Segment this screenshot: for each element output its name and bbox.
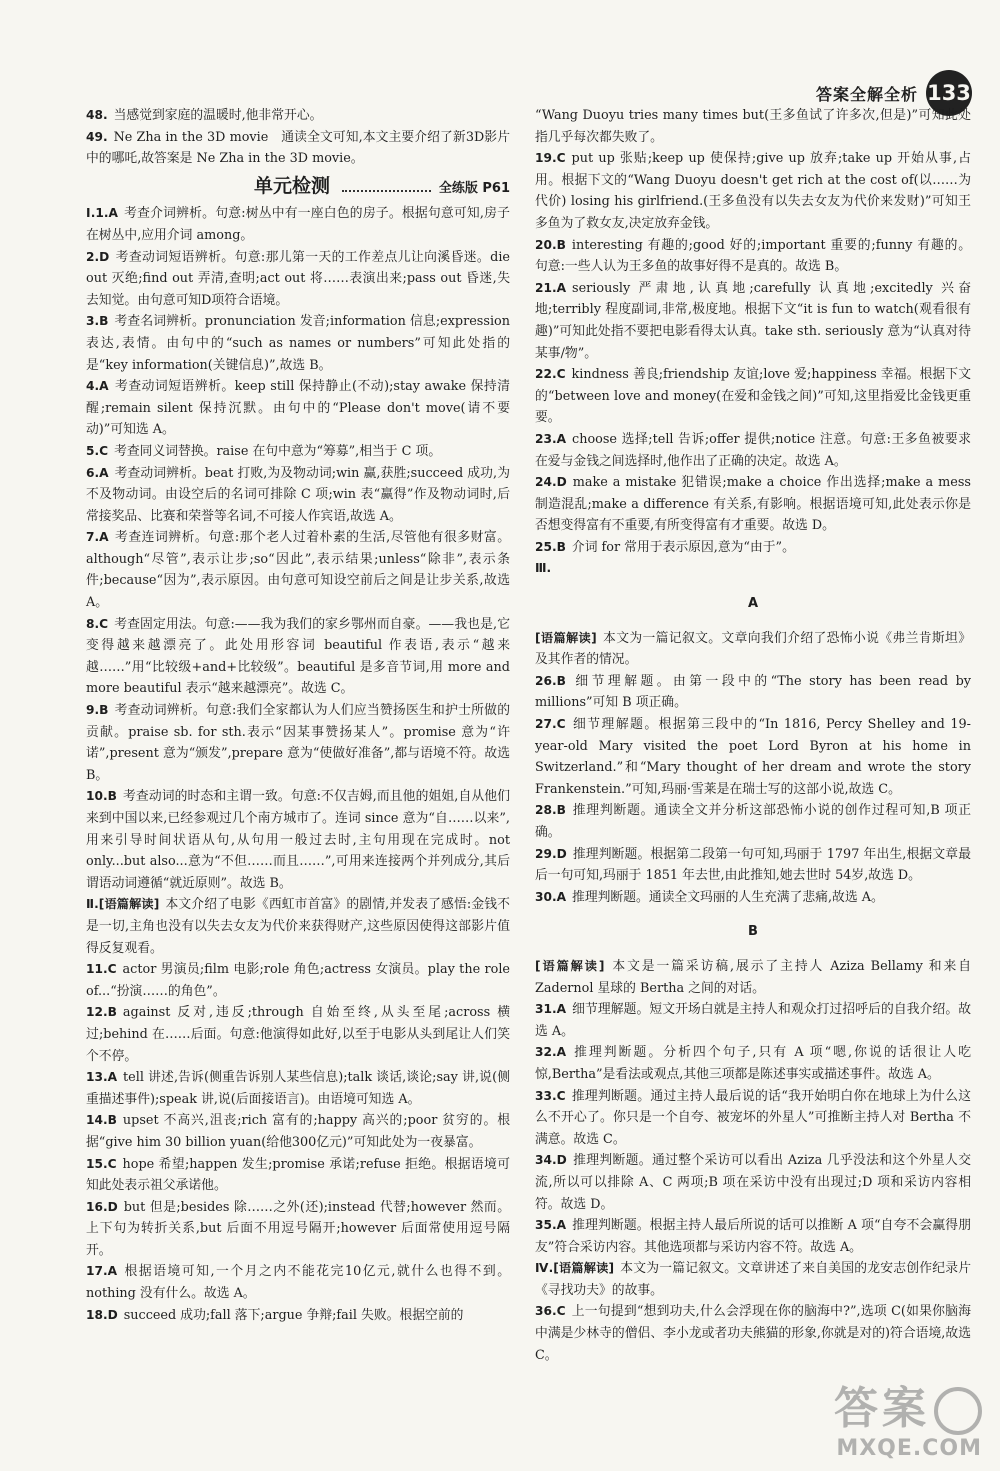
answer-entry <box>535 1301 971 1366</box>
answer-entry <box>86 203 510 246</box>
answer-entry <box>86 441 510 463</box>
watermark-bottom: MXQE.COM <box>836 1436 982 1461</box>
answer-text: 考查名词辨析。pronunciation 发音;information 信息;expression 表达,表情。由句中的“such as names or numbers”可知此处指的是“key information(关键信息)”,故选 B。 <box>86 314 510 373</box>
answer-text: 考查连词辨析。句意:那个老人过着朴素的生活,尽管他有很多财富。although“尽管”,表示让步;so“因此”,表示结果;unless“除非”,表示条件;because“因为”,表示原因。由句意可知设空前后之间是让步关系,故选 A。 <box>86 530 510 611</box>
section-dots <box>342 190 431 192</box>
answer-entry <box>535 1086 971 1151</box>
answer-text: 考查固定用法。句意:——我为我们的家乡鄂州而自豪。——我也是,它变得越来越漂亮了。此处用形容词 beautiful 作表语,表示“越来越……”用“比较级+and+比较级”。beautiful 是多音节词,用 more and more beautiful 表示“越来越漂亮”。故选 C。 <box>86 616 510 697</box>
answer-entry <box>535 1150 971 1215</box>
answer-text: 推理判断题。根据主持人最后所说的话可以推断 A 项“自夸不会赢得朋友”符合采访内容。其他选项都与采访内容不符。故选 A。 <box>535 1218 971 1255</box>
answer-number: 5.C <box>86 443 109 458</box>
answer-number: Ⅰ.1.A <box>86 206 118 221</box>
answer-text: 考查动词的时态和主谓一致。句意:不仅吉姆,而且他的姐姐,自从他们来到中国以来,已经参观过几个南方城市了。连词 since 意为“自……以来”,用来引导时间状语从句,从句用一般过去时,主句用现在完成时。not only...but also...意为“不但……而且……”,可用来连接两个并列成分,其后谓语动词遵循“就近原则”。故选 B。 <box>86 789 510 891</box>
answer-entry <box>535 364 971 429</box>
answer-entry <box>86 1261 510 1304</box>
right-column <box>535 105 971 1366</box>
answer-text: 细节理解题。根据第三段中的“In 1816, Percy Shelley and 19-year-old Mary visited the poet Lord Byron at his home in Switzerland.”和“Mary thought of her dream and wrote the story Frankenstein.”可知,玛丽·雪莱是在瑞士写的这部小说,故选 C。 <box>535 717 971 797</box>
answer-text: tell 讲述,告诉(侧重告诉别人某些信息);talk 谈话,谈论;say 讲,说(侧重描述事件);speak 讲,说(后面接语言)。由语境可知选 A。 <box>86 1070 510 1107</box>
answer-entry <box>86 1110 510 1153</box>
answer-entry <box>86 700 510 786</box>
answer-entry <box>535 278 971 364</box>
answer-number: 30.A <box>535 889 567 904</box>
answer-number: Ⅱ.[语篇解读] <box>86 897 160 912</box>
passage-b-label: B <box>748 924 758 940</box>
passage-a-answers <box>535 628 971 909</box>
answer-entry <box>535 1042 971 1085</box>
answer-text: succeed 成功;fall 落下;argue 争辩;fail 失败。根据空前的 <box>123 1307 464 1323</box>
answer-entry <box>86 247 510 312</box>
answer-number: 4.A <box>86 379 109 394</box>
answer-text: 当感觉到家庭的温暖时,他非常开心。 <box>113 108 323 123</box>
answer-entry <box>535 148 971 234</box>
section-heading <box>86 176 510 200</box>
answer-number: 6.A <box>86 465 109 480</box>
answer-number: 12.B <box>86 1005 117 1020</box>
answer-number: 29.D <box>535 846 567 861</box>
answer-text: but 但是;besides 除……之外(还);instead 代替;however 然而。上下句为转折关系,but 后面不用逗号隔开;however 后面常使用逗号隔开。 <box>86 1199 510 1258</box>
stamp-icon <box>934 1387 982 1435</box>
answer-number: 35.A <box>535 1218 567 1233</box>
answer-number: 17.A <box>86 1264 118 1279</box>
answer-entry <box>535 235 971 278</box>
answer-number: 22.C <box>535 367 566 382</box>
answer-number: 10.B <box>86 789 117 804</box>
answer-entry <box>86 463 510 528</box>
answer-entry <box>535 537 971 559</box>
answer-number: 28.B <box>535 803 566 818</box>
answer-text: 考查动词短语辨析。句意:那儿第一天的工作差点儿让向溪昏迷。die out 灭绝;find out 弄清,查明;act out 将……表演出来;pass out 昏迷,失去知觉。由句意可知D项符合语境。 <box>86 249 510 308</box>
answer-entry <box>535 105 971 148</box>
answer-text: 推理判断题。根据第二段第一句可知,玛丽于 1797 年出生,根据文章最后一句可知,玛丽于 1851 年去世,由此推知,她去世时 54岁,故选 D。 <box>535 846 971 884</box>
section-ref: 全练版 P61 <box>438 180 510 196</box>
answer-text: 推理判断题。通过整个采访可以看出 Aziza 几乎没法和这个外星人交流,所以可以排除 A、C 两项;B 项在采访中没有出现过;D 项和采访内容相符。故选 D。 <box>535 1153 971 1212</box>
part-four-answers <box>535 1258 971 1366</box>
answer-number: 13.A <box>86 1070 118 1085</box>
answer-entry <box>86 894 510 959</box>
answer-entry <box>535 956 971 999</box>
answer-number: 21.A <box>535 280 567 295</box>
section-title: 单元检测 <box>254 174 331 197</box>
answer-entry <box>86 1067 510 1110</box>
answer-number: 7.A <box>86 530 109 545</box>
answer-text: 推理判断题。分析四个句子,只有 A 项“嗯,你说的话很让人吃惊,Bertha”是看法或观点,其他三项都是陈述事实或描述事件。故选 A。 <box>535 1045 971 1082</box>
answer-number: 34.D <box>535 1153 567 1168</box>
answer-text: 细节理解题。短文开场白就是主持人和观众打过招呼后的自我介绍。故选 A。 <box>535 1002 971 1039</box>
answer-number: 49. <box>86 129 108 144</box>
answer-number: 48. <box>86 108 108 122</box>
answer-number: 25.B <box>535 539 566 554</box>
answer-text: 考查介词辨析。句意:树丛中有一座白色的房子。根据句意可知,房子在树丛中,应用介词 among。 <box>86 206 510 243</box>
answer-text: choose 选择;tell 告诉;offer 提供;notice 注意。句意:王多鱼被要求在爱与金钱之间选择时,他作出了正确的决定。故选 A。 <box>535 431 971 469</box>
answer-number: 2.D <box>86 249 110 264</box>
answer-entry <box>535 844 971 887</box>
answer-text: 本文介绍了电影《西虹市首富》的剧情,并发表了感悟:金钱不是一切,主角也没有以失去女友为代价来获得财产,这些原因使得这部影片值得反复观看。 <box>86 897 510 956</box>
watermark <box>834 1372 982 1461</box>
answer-number: 23.A <box>535 431 567 446</box>
answer-entry <box>535 1215 971 1258</box>
answer-entry <box>535 671 971 714</box>
answer-text: make a mistake 犯错误;make a choice 作出选择;make a mess 制造混乱;make a difference 有关系,有影响。根据语境可知,此处表示你是否想变得富有不重要,有所变得富有才重要。故选 D。 <box>535 475 971 534</box>
answer-text: 上一句提到“想到功夫,什么会浮现在你的脑海中?”,选项 C(如果你脑海中满是少林寺的僧侣、李小龙或者功夫熊猫的形象,你就是对的)符合语境,故选 C。 <box>535 1304 971 1363</box>
answer-list-right <box>535 105 971 558</box>
answer-text: kindness 善良;friendship 友谊;love 爱;happiness 幸福。根据下文的“between love and money(在爱和金钱之间)”可知,这里指爱比金钱更重要。 <box>535 367 971 426</box>
answer-entry <box>535 999 971 1042</box>
answer-entry <box>535 714 971 800</box>
answer-number: 19.C <box>535 151 566 166</box>
answer-text: 根据语境可知,一个月之内不能花完10亿元,就什么也得不到。nothing 没有什么。故选 A。 <box>86 1264 510 1302</box>
answer-entry <box>86 614 510 700</box>
answer-list-unit-test <box>86 203 510 1326</box>
header-title: 答案全解全析 <box>815 84 918 104</box>
answer-text: 介词 for 常用于表示原因,意为“由于”。 <box>571 539 795 555</box>
answer-entry <box>86 105 510 127</box>
answer-entry <box>86 959 510 1002</box>
answer-number: 16.D <box>86 1199 118 1214</box>
answer-number: 3.B <box>86 314 109 329</box>
answer-text: 考查同义词替换。raise 在句中意为“筹募”,相当于 C 项。 <box>114 443 442 459</box>
answer-number: 8.C <box>86 616 109 631</box>
left-column <box>86 105 510 1326</box>
answer-entry <box>535 1258 971 1301</box>
answer-text: 推理判断题。通读全文并分析这部恐怖小说的创作过程可知,B 项正确。 <box>535 803 971 840</box>
page-number: 133 <box>926 70 972 116</box>
answer-text: 推理判断题。通过主持人最后说的话“我开始明白你在地球上为什么这么不开心了。你只是一个自夸、被宠坏的外星人”可推断主持人对 Bertha 不满意。故选 C。 <box>535 1088 971 1147</box>
answer-number: 14.B <box>86 1113 117 1128</box>
passage-b-answers <box>535 956 971 1258</box>
answer-number: 26.B <box>535 673 566 688</box>
answer-text: put up 张贴;keep up 使保持;give up 放弃;take up 开始从事,占用。根据下文的“Wang Duoyu doesn't get rich at the cost of(以……为代价) losing his girlfriend.(王多鱼没有以失去女友为代价来发财)”可知王多鱼为了救女友,决定放弃金钱。 <box>535 151 971 231</box>
answer-entry <box>86 786 510 894</box>
answer-number: 20.B <box>535 237 566 252</box>
answer-entry <box>535 429 971 472</box>
answer-entry <box>86 1154 510 1197</box>
answer-entry <box>535 887 971 909</box>
answer-entry <box>86 1197 510 1262</box>
watermark-top: 答案 <box>834 1383 930 1434</box>
answer-text: seriously 严肃地,认真地;carefully 认真地;excitedly 兴奋地;terribly 程度副词,非常,极度地。根据下文“it is fun to watch(观看很有趣)”可知此处指不要把电影看得太认真。take sth. seriously 意为“认真对待某事/物”。 <box>535 280 971 361</box>
answer-entry <box>86 527 510 613</box>
answer-entry <box>86 311 510 376</box>
answer-number: 27.C <box>535 717 566 732</box>
answer-text: 考查动词辨析。句意:我们全家都认为人们应当赞扬医生和护士所做的贡献。praise sb. for sth.表示“因某事赞扬某人”。promise 意为“许诺”,present 意为“颁发”,prepare 意为“使做好准备”,都与语境不符。故选 B。 <box>86 703 510 783</box>
answer-text: 考查动词短语辨析。keep still 保持静止(不动);stay awake 保持清醒;remain silent 保持沉默。由句中的“Please don't move(请不要动)”可知选 A。 <box>86 379 510 438</box>
answer-entry <box>535 628 971 671</box>
answer-text: 本文是一篇采访稿,展示了主持人 Aziza Bellamy 和来自 Zadernol 星球的 Bertha 之间的对话。 <box>535 958 972 996</box>
answer-number: 24.D <box>535 475 567 490</box>
answer-text: against 反对,违反;through 自始至终,从头至尾;across 横过;behind 在……后面。句意:他演得如此好,以至于电影从头到尾让人们笑个不停。 <box>86 1005 510 1064</box>
answer-text: 推理判断题。通读全文玛丽的人生充满了悲痛,故选 A。 <box>572 889 884 905</box>
answer-list-top <box>86 105 510 170</box>
answer-entry <box>535 800 971 843</box>
answer-text: 考查动词辨析。beat 打败,为及物动词;win 赢,获胜;succeed 成功,为不及物动词。由设空后的名词可排除 C 项;win 表“赢得”作及物动词时,后常接奖品、比赛和荣誉等名词,不可接人作宾语,故选 A。 <box>86 465 510 524</box>
answer-entry <box>86 1305 510 1327</box>
answer-number: [语篇解读] <box>535 958 605 973</box>
answer-text: Ne Zha in the 3D movie 通读全文可知,本文主要介绍了新3D影片中的哪吒,故答案是 Ne Zha in the 3D movie。 <box>86 129 510 167</box>
answer-text: “Wang Duoyu tries many times but(王多鱼试了许多次,但是)”可知此处指几乎每次都失败了。 <box>535 108 971 145</box>
answer-number: 15.C <box>86 1156 117 1171</box>
answer-text: 本文为一篇记叙文。文章向我们介绍了恐怖小说《弗兰肯斯坦》及其作者的情况。 <box>535 630 972 668</box>
answer-text: hope 希望;happen 发生;promise 承诺;refuse 拒绝。根据语境可知此处表示祖父承诺他。 <box>86 1156 510 1194</box>
answer-entry <box>86 376 510 441</box>
answer-number: 33.C <box>535 1088 566 1103</box>
answer-number: Ⅳ.[语篇解读] <box>535 1261 615 1276</box>
passage-a-label: A <box>747 596 759 612</box>
answer-number: 11.C <box>86 962 117 977</box>
answer-text: 本文为一篇记叙文。文章讲述了来自美国的龙安志创作纪录片《寻找功夫》的故事。 <box>535 1261 971 1298</box>
answer-entry <box>535 472 971 537</box>
answer-number: 36.C <box>535 1304 566 1319</box>
answer-number: 9.B <box>86 703 109 718</box>
answer-number: 18.D <box>86 1307 118 1322</box>
answer-number: [语篇解读] <box>535 630 597 645</box>
answer-entry <box>86 1002 510 1067</box>
answer-entry <box>86 127 510 170</box>
answer-number: 32.A <box>535 1045 567 1060</box>
answer-text: interesting 有趣的;good 好的;important 重要的;funny 有趣的。句意:一些人认为王多鱼的故事好得不是真的。故选 B。 <box>535 237 971 275</box>
answer-text: upset 不高兴,沮丧;rich 富有的;happy 高兴的;poor 贫穷的。根据“give him 30 billion yuan(给他300亿元)”可知此处为一夜暴富。 <box>86 1113 510 1150</box>
answer-number: 31.A <box>535 1002 567 1017</box>
answer-text: 细节理解题。由第一段中的“The story has been read by millions”可知 B 项正确。 <box>535 673 971 711</box>
answer-text: actor 男演员;film 电影;role 角色;actress 女演员。play the role of...“扮演……的角色”。 <box>86 962 510 999</box>
part-three-marker: Ⅲ. <box>535 561 552 576</box>
